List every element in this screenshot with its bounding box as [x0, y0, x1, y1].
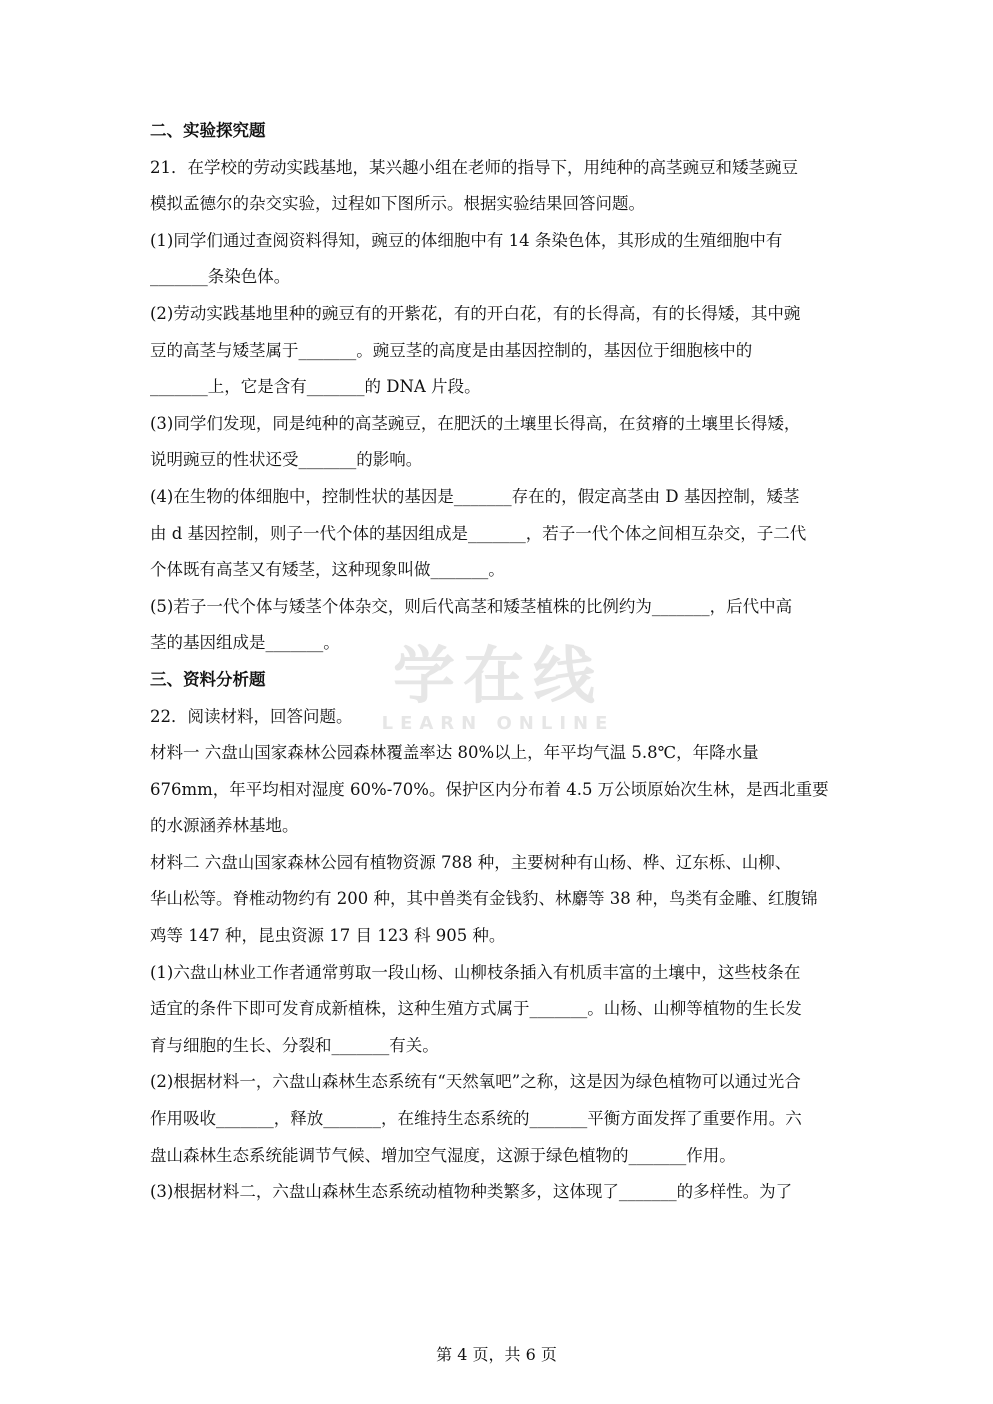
- q21-line: 21．在学校的劳动实践基地，某兴趣小组在老师的指导下，用纯种的高茎豌豆和矮茎豌豆: [150, 157, 798, 177]
- q21-part2-line: _______上，它是含有_______的 DNA 片段。: [150, 377, 481, 397]
- q21-part1-line: (1)同学们通过查阅资料得知，豌豆的体细胞中有 14 条染色体，其形成的生殖细胞中有: [150, 230, 783, 250]
- page-number-footer: 第 4 页，共 6 页: [436, 1345, 557, 1364]
- q21-part4-line: (4)在生物的体细胞中，控制性状的基因是_______存在的，假定高茎由 D 基因控制，矮茎: [150, 486, 800, 506]
- watermark-sub-text: LEARN ONLINE: [381, 713, 615, 734]
- q22-part1-line: 育与细胞的生长、分裂和_______有关。: [150, 1035, 439, 1055]
- q21-part4-line: 由 d 基因控制，则子一代个体的基因组成是_______，若子一代个体之间相互杂交，子二代: [150, 523, 807, 543]
- q21-part2-line: 豆的高茎与矮茎属于_______。豌豆茎的高度是由基因控制的，基因位于细胞核中的: [150, 340, 753, 360]
- q22-material2-line: 华山松等。脊椎动物约有 200 种，其中兽类有金钱豹、林麝等 38 种，鸟类有金雕、红腹锦: [150, 889, 818, 909]
- q22-part2-line: 作用吸收_______，释放_______，在维持生态系统的_______平衡方面发挥了重要作用。六: [150, 1109, 802, 1129]
- section-title-experiment: 二、实验探究题: [150, 121, 266, 140]
- page-content: [150, 119, 850, 1217]
- q22-part1-line: 适宜的条件下即可发育成新植株，这种生殖方式属于_______。山杨、山柳等植物的生长发: [150, 999, 802, 1019]
- q22-part1-line: (1)六盘山林业工作者通常剪取一段山杨、山柳枝条插入有机质丰富的土壤中，这些枝条在: [150, 962, 801, 982]
- q21-part3-line: (3)同学们发现，同是纯种的高茎豌豆，在肥沃的土壤里长得高，在贫瘠的土壤里长得矮，: [150, 413, 801, 433]
- q21-line: 模拟孟德尔的杂交实验，过程如下图所示。根据实验结果回答问题。: [150, 194, 645, 214]
- watermark-main-text: 学在线: [392, 639, 603, 712]
- q21-part5-line: (5)若子一代个体与矮茎个体杂交，则后代高茎和矮茎植株的比例约为_______，后代中高: [150, 596, 793, 616]
- section-title-analysis: 三、资料分析题: [150, 669, 266, 689]
- q22-material1-line: 材料一 六盘山国家森林公园森林覆盖率达 80%以上，年平均气温 5.8℃，年降水量: [150, 743, 759, 763]
- q21-part1-line: _______条染色体。: [150, 267, 291, 287]
- q22-part3-line: (3)根据材料二，六盘山森林生态系统动植物种类繁多，这体现了_______的多样性。为了: [150, 1182, 793, 1202]
- q22-material2-line: 材料二 六盘山国家森林公园有植物资源 788 种，主要树种有山杨、桦、辽东栎、山柳、: [150, 852, 792, 872]
- q21-part4-line: 个体既有高茎又有矮茎，这种现象叫做_______。: [150, 560, 505, 580]
- q21-part2-line: (2)劳动实践基地里种的豌豆有的开紫花，有的开白花，有的长得高，有的长得矮，其中豌: [150, 303, 801, 323]
- q22-material1-line: 676mm，年平均相对湿度 60%-70%。保护区内分布着 4.5 万公顷原始次生林，是西北重要: [150, 779, 829, 799]
- q21-part3-line: 说明豌豆的性状还受_______的影响。: [150, 450, 423, 470]
- q22-material2-line: 鸡等 147 种，昆虫资源 17 目 123 科 905 种。: [150, 926, 506, 946]
- q22-material1-line: 的水源涵养林基地。: [150, 816, 299, 836]
- q22-part2-line: 盘山森林生态系统能调节气候、增加空气湿度，这源于绿色植物的_______作用。: [150, 1145, 736, 1165]
- q22-line: 22．阅读材料，回答问题。: [150, 706, 353, 726]
- q21-part5-line: 茎的基因组成是_______。: [150, 633, 340, 653]
- q22-part2-line: (2)根据材料一，六盘山森林生态系统有“天然氧吧”之称，这是因为绿色植物可以通过光合: [150, 1072, 801, 1092]
